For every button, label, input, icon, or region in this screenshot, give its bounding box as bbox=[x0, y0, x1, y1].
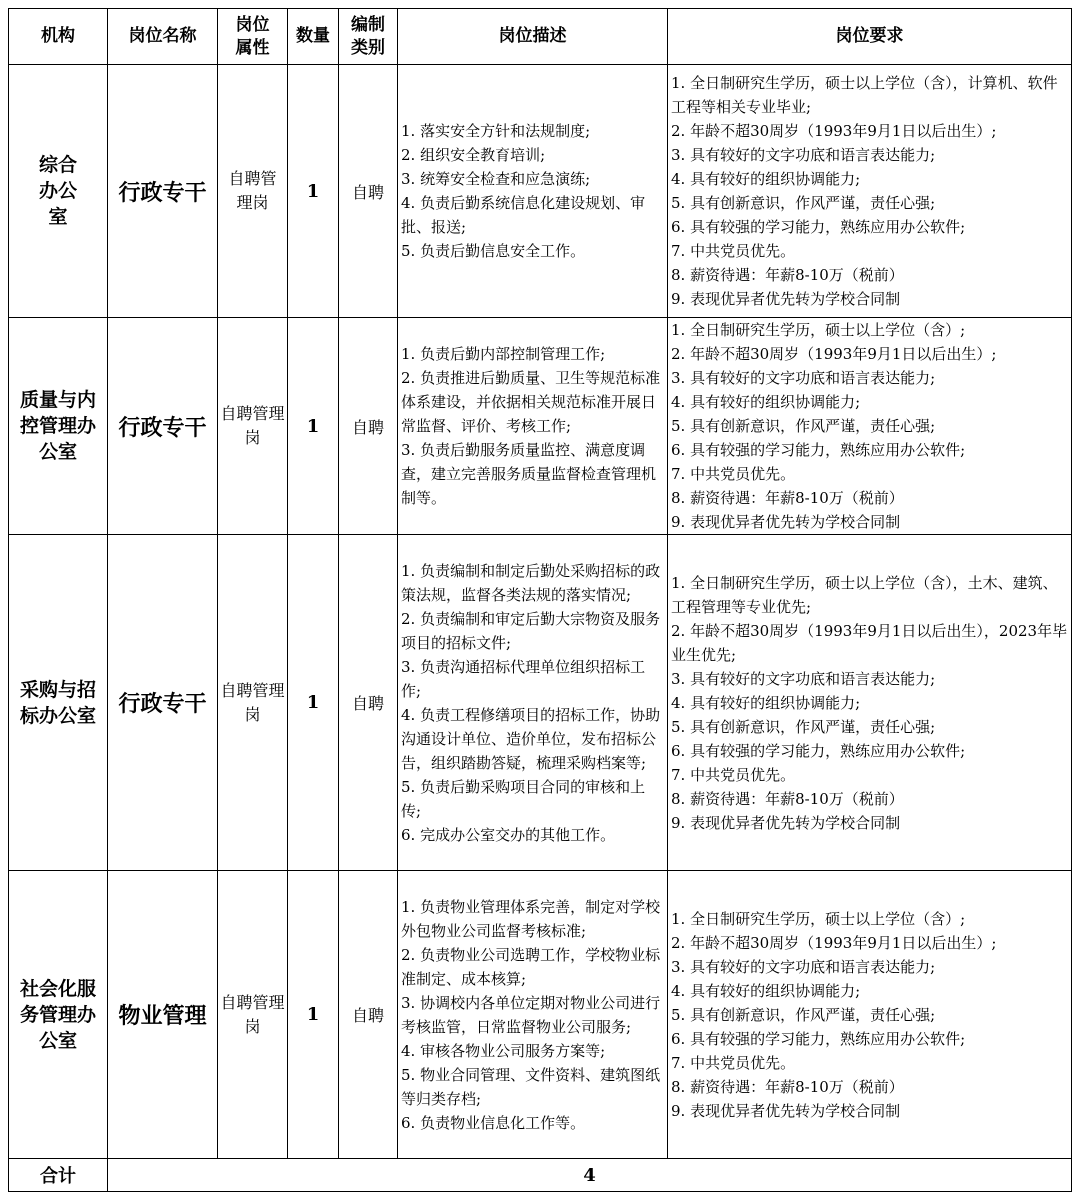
requirement-line: 5. 具有创新意识，作风严谨，责任心强; bbox=[671, 194, 936, 212]
org-cell: 综合办公室 bbox=[9, 65, 108, 318]
description-line: 5. 负责后勤信息安全工作。 bbox=[401, 242, 586, 260]
description-cell bbox=[398, 535, 668, 871]
requirement-line: 6. 具有较强的学习能力，熟练应用办公软件; bbox=[671, 1029, 966, 1048]
requirement-line: 2. 年龄不超30周岁（1993年9月1日以后出生）; bbox=[671, 345, 997, 363]
position-cell: 行政专干 bbox=[108, 535, 218, 871]
category-cell: 自聘 bbox=[339, 65, 398, 318]
requirement-line: 7. 中共党员优先。 bbox=[671, 242, 796, 260]
category-cell: 自聘 bbox=[339, 871, 398, 1159]
requirement-line: 8. 薪资待遇：年薪8-10万（税前） bbox=[671, 266, 904, 284]
header-count: 数量 bbox=[288, 9, 339, 65]
requirement-line: 7. 中共党员优先。 bbox=[671, 465, 796, 483]
requirement-line: 1. 全日制研究生学历，硕士以上学位（含）; bbox=[671, 321, 966, 339]
table-row bbox=[9, 318, 1072, 535]
description-cell bbox=[398, 65, 668, 318]
attribute-cell: 自聘管理岗 bbox=[218, 535, 288, 871]
count-cell: 1 bbox=[288, 535, 339, 871]
requirement-line: 9. 表现优异者优先转为学校合同制 bbox=[671, 290, 901, 308]
header-description: 岗位描述 bbox=[398, 9, 668, 65]
position-cell: 行政专干 bbox=[108, 318, 218, 535]
requirement-line: 3. 具有较好的文字功底和语言表达能力; bbox=[671, 957, 936, 976]
description-line: 1. 落实安全方针和法规制度; bbox=[401, 122, 591, 140]
description-line: 2. 组织安全教育培训; bbox=[401, 146, 546, 164]
count-cell: 1 bbox=[288, 65, 339, 318]
requirement-line: 2. 年龄不超30周岁（1993年9月1日以后出生），2023年毕业生优先; bbox=[671, 621, 1068, 664]
table-row bbox=[9, 871, 1072, 1159]
description-line: 6. 完成办公室交办的其他工作。 bbox=[401, 825, 616, 844]
header-category: 编制类别 bbox=[339, 9, 398, 65]
description-line: 3. 统筹安全检查和应急演练; bbox=[401, 170, 591, 188]
description-line: 2. 负责编制和审定后勤大宗物资及服务项目的招标文件; bbox=[401, 609, 661, 652]
count-cell: 1 bbox=[288, 871, 339, 1159]
requirements-cell bbox=[668, 871, 1072, 1159]
description-line: 1. 负责物业管理体系完善，制定对学校外包物业公司监督考核标准; bbox=[401, 897, 661, 940]
header-attribute: 岗位属性 bbox=[218, 9, 288, 65]
org-cell: 质量与内控管理办公室 bbox=[9, 318, 108, 535]
header-position: 岗位名称 bbox=[108, 9, 218, 65]
requirement-line: 1. 全日制研究生学历，硕士以上学位（含）; bbox=[671, 909, 966, 928]
requirement-line: 4. 具有较好的组织协调能力; bbox=[671, 981, 861, 1000]
requirement-line: 9. 表现优异者优先转为学校合同制 bbox=[671, 813, 901, 832]
total-label: 合计 bbox=[9, 1159, 108, 1192]
total-row bbox=[9, 1159, 1072, 1192]
requirement-line: 8. 薪资待遇：年薪8-10万（税前） bbox=[671, 489, 904, 507]
description-line: 3. 负责后勤服务质量监控、满意度调查，建立完善服务质量监督检查管理机制等。 bbox=[401, 441, 657, 507]
description-line: 3. 负责沟通招标代理单位组织招标工作; bbox=[401, 657, 646, 700]
description-line: 4. 负责后勤系统信息化建设规划、审批、报送; bbox=[401, 194, 646, 236]
description-line: 3. 协调校内各单位定期对物业公司进行考核监管，日常监督物业公司服务; bbox=[401, 993, 661, 1036]
requirement-line: 3. 具有较好的文字功底和语言表达能力; bbox=[671, 369, 936, 387]
requirement-line: 2. 年龄不超30周岁（1993年9月1日以后出生）; bbox=[671, 933, 997, 952]
count-cell: 1 bbox=[288, 318, 339, 535]
attribute-cell: 自聘管理岗 bbox=[218, 318, 288, 535]
table-row bbox=[9, 65, 1072, 318]
requirement-line: 6. 具有较强的学习能力，熟练应用办公软件; bbox=[671, 741, 966, 760]
total-value: 4 bbox=[108, 1159, 1072, 1192]
description-cell bbox=[398, 871, 668, 1159]
org-cell: 采购与招标办公室 bbox=[9, 535, 108, 871]
requirement-line: 8. 薪资待遇：年薪8-10万（税前） bbox=[671, 789, 904, 808]
requirement-line: 3. 具有较好的文字功底和语言表达能力; bbox=[671, 146, 936, 164]
description-line: 5. 负责后勤采购项目合同的审核和上传; bbox=[401, 777, 646, 820]
requirement-line: 4. 具有较好的组织协调能力; bbox=[671, 170, 861, 188]
requirement-line: 2. 年龄不超30周岁（1993年9月1日以后出生）; bbox=[671, 122, 997, 140]
requirement-line: 8. 薪资待遇：年薪8-10万（税前） bbox=[671, 1077, 904, 1096]
requirement-line: 6. 具有较强的学习能力，熟练应用办公软件; bbox=[671, 441, 966, 459]
description-line: 4. 审核各物业公司服务方案等; bbox=[401, 1041, 606, 1060]
attribute-cell: 自聘管理岗 bbox=[218, 65, 288, 318]
requirements-cell bbox=[668, 65, 1072, 318]
position-cell: 物业管理 bbox=[108, 871, 218, 1159]
description-line: 2. 负责推进后勤质量、卫生等规范标准体系建设，并依据相关规范标准开展日常监督、评价、考核工作; bbox=[401, 369, 661, 435]
requirement-line: 7. 中共党员优先。 bbox=[671, 1053, 796, 1072]
description-line: 6. 负责物业信息化工作等。 bbox=[401, 1113, 586, 1132]
header-row bbox=[9, 9, 1072, 65]
requirement-line: 5. 具有创新意识，作风严谨，责任心强; bbox=[671, 1005, 936, 1024]
description-cell bbox=[398, 318, 668, 535]
description-line: 4. 负责工程修缮项目的招标工作，协助沟通设计单位、造价单位，发布招标公告，组织踏勘答疑，梳理采购档案等; bbox=[401, 705, 661, 772]
recruitment-table bbox=[8, 8, 1072, 1192]
requirements-cell bbox=[668, 535, 1072, 871]
requirement-line: 5. 具有创新意识，作风严谨，责任心强; bbox=[671, 417, 936, 435]
header-org: 机构 bbox=[9, 9, 108, 65]
requirement-line: 4. 具有较好的组织协调能力; bbox=[671, 693, 861, 712]
description-line: 1. 负责后勤内部控制管理工作; bbox=[401, 345, 606, 363]
requirement-line: 5. 具有创新意识，作风严谨，责任心强; bbox=[671, 717, 936, 736]
description-line: 5. 物业合同管理、文件资料、建筑图纸等归类存档; bbox=[401, 1065, 661, 1108]
category-cell: 自聘 bbox=[339, 535, 398, 871]
header-requirements: 岗位要求 bbox=[668, 9, 1072, 65]
requirement-line: 6. 具有较强的学习能力，熟练应用办公软件; bbox=[671, 218, 966, 236]
table-row bbox=[9, 535, 1072, 871]
attribute-cell: 自聘管理岗 bbox=[218, 871, 288, 1159]
requirement-line: 9. 表现优异者优先转为学校合同制 bbox=[671, 513, 901, 531]
requirement-line: 1. 全日制研究生学历，硕士以上学位（含），土木、建筑、工程管理等专业优先; bbox=[671, 573, 1058, 616]
requirement-line: 7. 中共党员优先。 bbox=[671, 765, 796, 784]
requirement-line: 1. 全日制研究生学历，硕士以上学位（含），计算机、软件工程等相关专业毕业; bbox=[671, 74, 1058, 116]
category-cell: 自聘 bbox=[339, 318, 398, 535]
requirement-line: 3. 具有较好的文字功底和语言表达能力; bbox=[671, 669, 936, 688]
description-line: 2. 负责物业公司选聘工作，学校物业标准制定、成本核算; bbox=[401, 945, 661, 988]
requirement-line: 4. 具有较好的组织协调能力; bbox=[671, 393, 861, 411]
org-cell: 社会化服务管理办公室 bbox=[9, 871, 108, 1159]
description-line: 1. 负责编制和制定后勤处采购招标的政策法规，监督各类法规的落实情况; bbox=[401, 561, 661, 604]
requirements-cell bbox=[668, 318, 1072, 535]
requirement-line: 9. 表现优异者优先转为学校合同制 bbox=[671, 1101, 901, 1120]
position-cell: 行政专干 bbox=[108, 65, 218, 318]
